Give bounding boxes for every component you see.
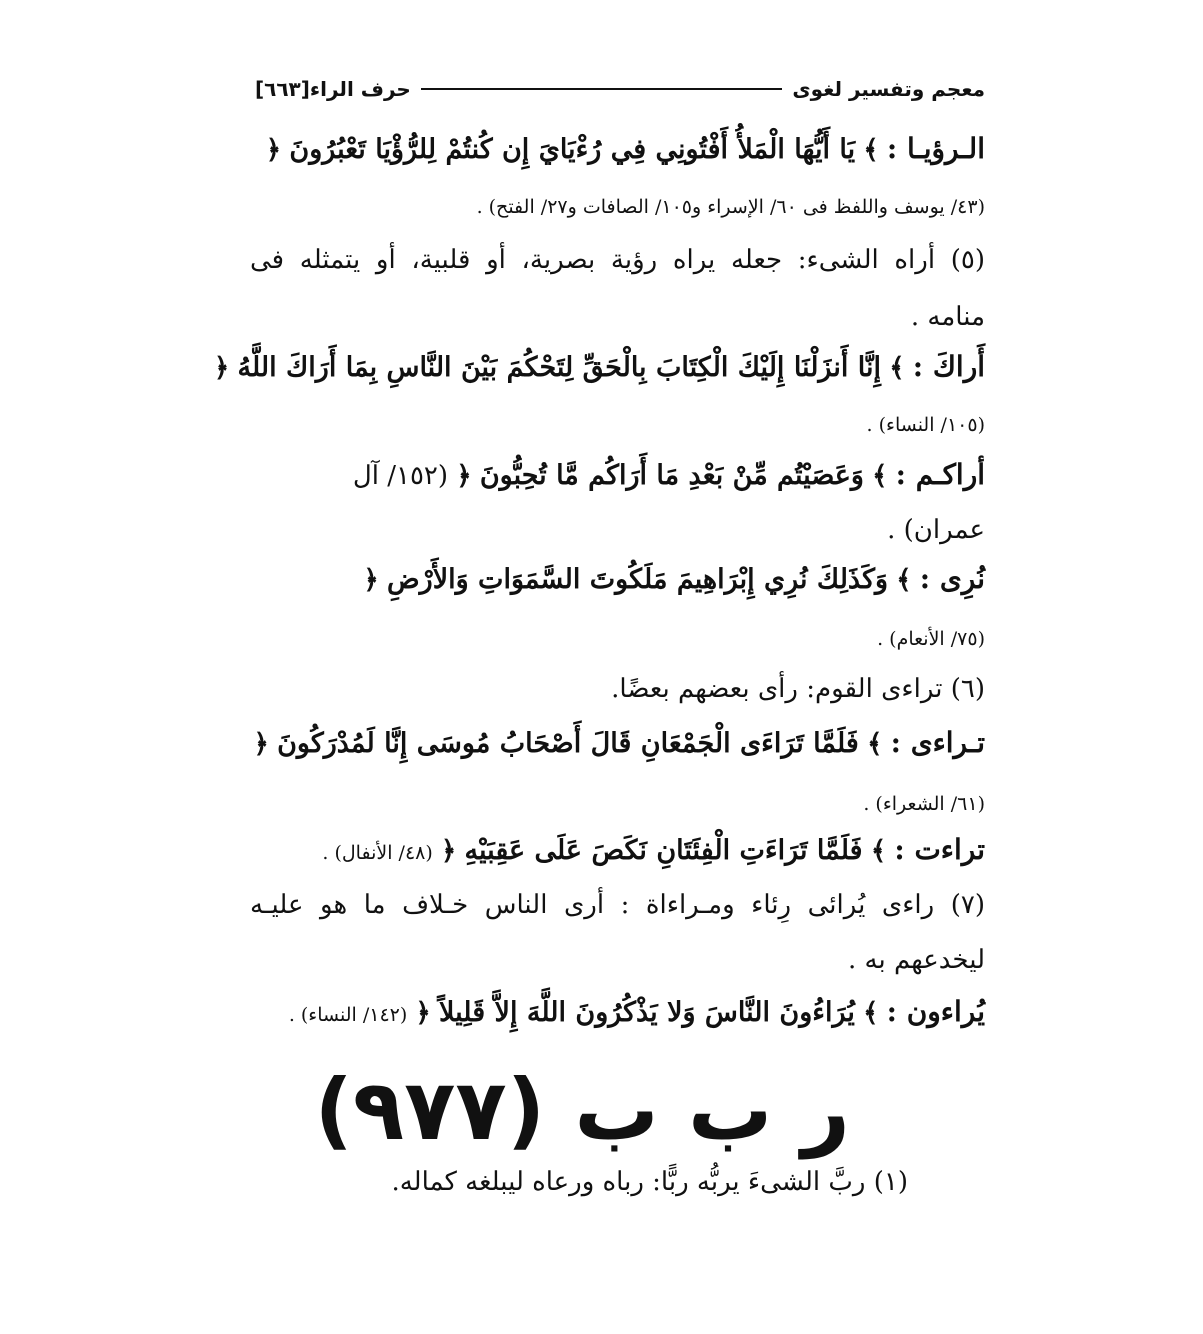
verse-bracket-open: ﴾	[867, 729, 883, 759]
entry-term: تـراءى :	[890, 726, 985, 759]
entry-yuraun	[250, 995, 985, 1032]
definition-text: (٧) راءى يُرائى رِئاء ومـراءاة : أرى الناس خـلاف ما هو عليـه	[250, 890, 985, 920]
running-header	[255, 74, 985, 104]
entry-nuri	[250, 562, 985, 597]
verse-bracket-close: ﴿	[441, 836, 457, 866]
quran-verse: وَعَصَيْتُم مِّنْ بَعْدِ مَا أَرَاكُم مَّا تُحِبُّونَ	[479, 460, 864, 491]
verse-reference: (٤٣/ يوسف واللفظ فى ٦٠/ الإسراء و١٠٥/ الصافات و٢٧/ الفتح) .	[476, 196, 985, 218]
quran-verse: يَا أَيُّهَا الْمَلأُ أَفْتُونِي فِي رُءْيَايَ إِن كُنتُمْ لِلرُّؤْيَا تَعْبُرُونَ	[289, 134, 856, 165]
verse-bracket-close: ﴿	[214, 353, 230, 383]
definition-1	[250, 1165, 908, 1199]
definition-text: (٥) أراه الشىء: جعله يراه رؤية بصرية، أو قلبية، أو يتمثله فى	[250, 245, 985, 275]
entry-arakum-ref	[250, 513, 985, 547]
verse-reference: (٧٥/ الأنعام) .	[877, 628, 985, 650]
quran-verse: يُرَاءُونَ النَّاسَ وَلا يَذْكُرُونَ اللَّهَ إِلاَّ قَلِيلاً	[439, 997, 855, 1028]
verse-reference-continued: عمران) .	[887, 515, 985, 545]
entry-term: أَراكَ :	[912, 350, 985, 383]
verse-reference: (١٠٥/ النساء) .	[866, 414, 985, 436]
verse-bracket-close: ﴿	[456, 461, 472, 491]
verse-bracket-close: ﴿	[253, 729, 269, 759]
verse-bracket-open: ﴾	[889, 353, 905, 383]
verse-reference: (١٥٢/ آل	[352, 461, 449, 491]
entry-term: يُراءون :	[886, 995, 985, 1028]
entry-ruya-ref	[250, 190, 985, 224]
verse-bracket-open: ﴾	[863, 135, 879, 165]
header-rule	[421, 88, 783, 90]
entry-arakum	[250, 458, 985, 493]
verse-bracket-close: ﴿	[265, 135, 282, 165]
quran-verse: فَلَمَّا تَرَاءَتِ الْفِئَتَانِ نَكَصَ عَلَى عَقِبَيْهِ	[464, 835, 863, 866]
page-number: [٦٦٣]	[255, 77, 310, 101]
entry-taraa	[250, 726, 985, 761]
definition-text: (١) ربَّ الشىءَ يربُّه ربًّا: رباه ورعاه ليبلغه كماله.	[391, 1167, 908, 1197]
section-title: حرف الراء	[309, 77, 411, 101]
book-title: معجم وتفسير لغوى	[792, 77, 985, 101]
entry-taraa-ref	[250, 787, 985, 821]
entry-ruya	[250, 132, 985, 167]
verse-reference: (٤٨/ الأنفال) .	[322, 842, 433, 864]
definition-text: ليخدعهم به .	[848, 945, 985, 975]
verse-bracket-open: ﴾	[870, 836, 887, 866]
entry-taraat	[250, 833, 985, 870]
root-heading: ر ب ب (٩٧٧)	[314, 1061, 850, 1159]
definition-text: منامه .	[910, 302, 985, 332]
quran-verse: فَلَمَّا تَرَاءَى الْجَمْعَانِ قَالَ أَصْحَابُ مُوسَى إِنَّا لَمُدْرَكُونَ	[277, 728, 859, 759]
entry-nuri-ref	[250, 622, 985, 656]
verse-reference: (١٤٢/ النساء) .	[288, 1004, 408, 1026]
verse-bracket-close: ﴿	[363, 565, 379, 595]
definition-7-line1	[250, 888, 985, 922]
verse-bracket-open: ﴾	[872, 461, 888, 491]
verse-bracket-close: ﴿	[415, 998, 431, 1028]
entry-araka-ref	[250, 408, 985, 442]
entry-araka	[214, 350, 985, 385]
verse-bracket-open: ﴾	[863, 998, 879, 1028]
quran-verse: وَكَذَلِكَ نُرِي إِبْرَاهِيمَ مَلَكُوتَ السَّمَوَاتِ وَالأَرْضِ	[387, 564, 888, 595]
verse-bracket-open: ﴾	[896, 565, 912, 595]
entry-term: تراءت :	[894, 833, 985, 866]
entry-term: نُرِى :	[919, 562, 985, 595]
definition-6	[250, 672, 985, 706]
definition-text: (٦) تراءى القوم: رأى بعضهم بعضًا.	[611, 674, 985, 704]
quran-verse: إِنَّا أَنزَلْنَا إِلَيْكَ الْكِتَابَ بِالْحَقِّ لِتَحْكُمَ بَيْنَ النَّاسِ بِمَا أَرَاكَ اللَّهُ	[237, 352, 881, 383]
definition-5-line2	[250, 300, 985, 334]
definition-5-line1	[250, 243, 985, 277]
entry-term: أراكـم :	[895, 458, 985, 491]
definition-7-line2	[250, 943, 985, 977]
verse-reference: (٦١/ الشعراء) .	[863, 793, 985, 815]
entry-term: الـرؤيـا :	[886, 132, 985, 165]
